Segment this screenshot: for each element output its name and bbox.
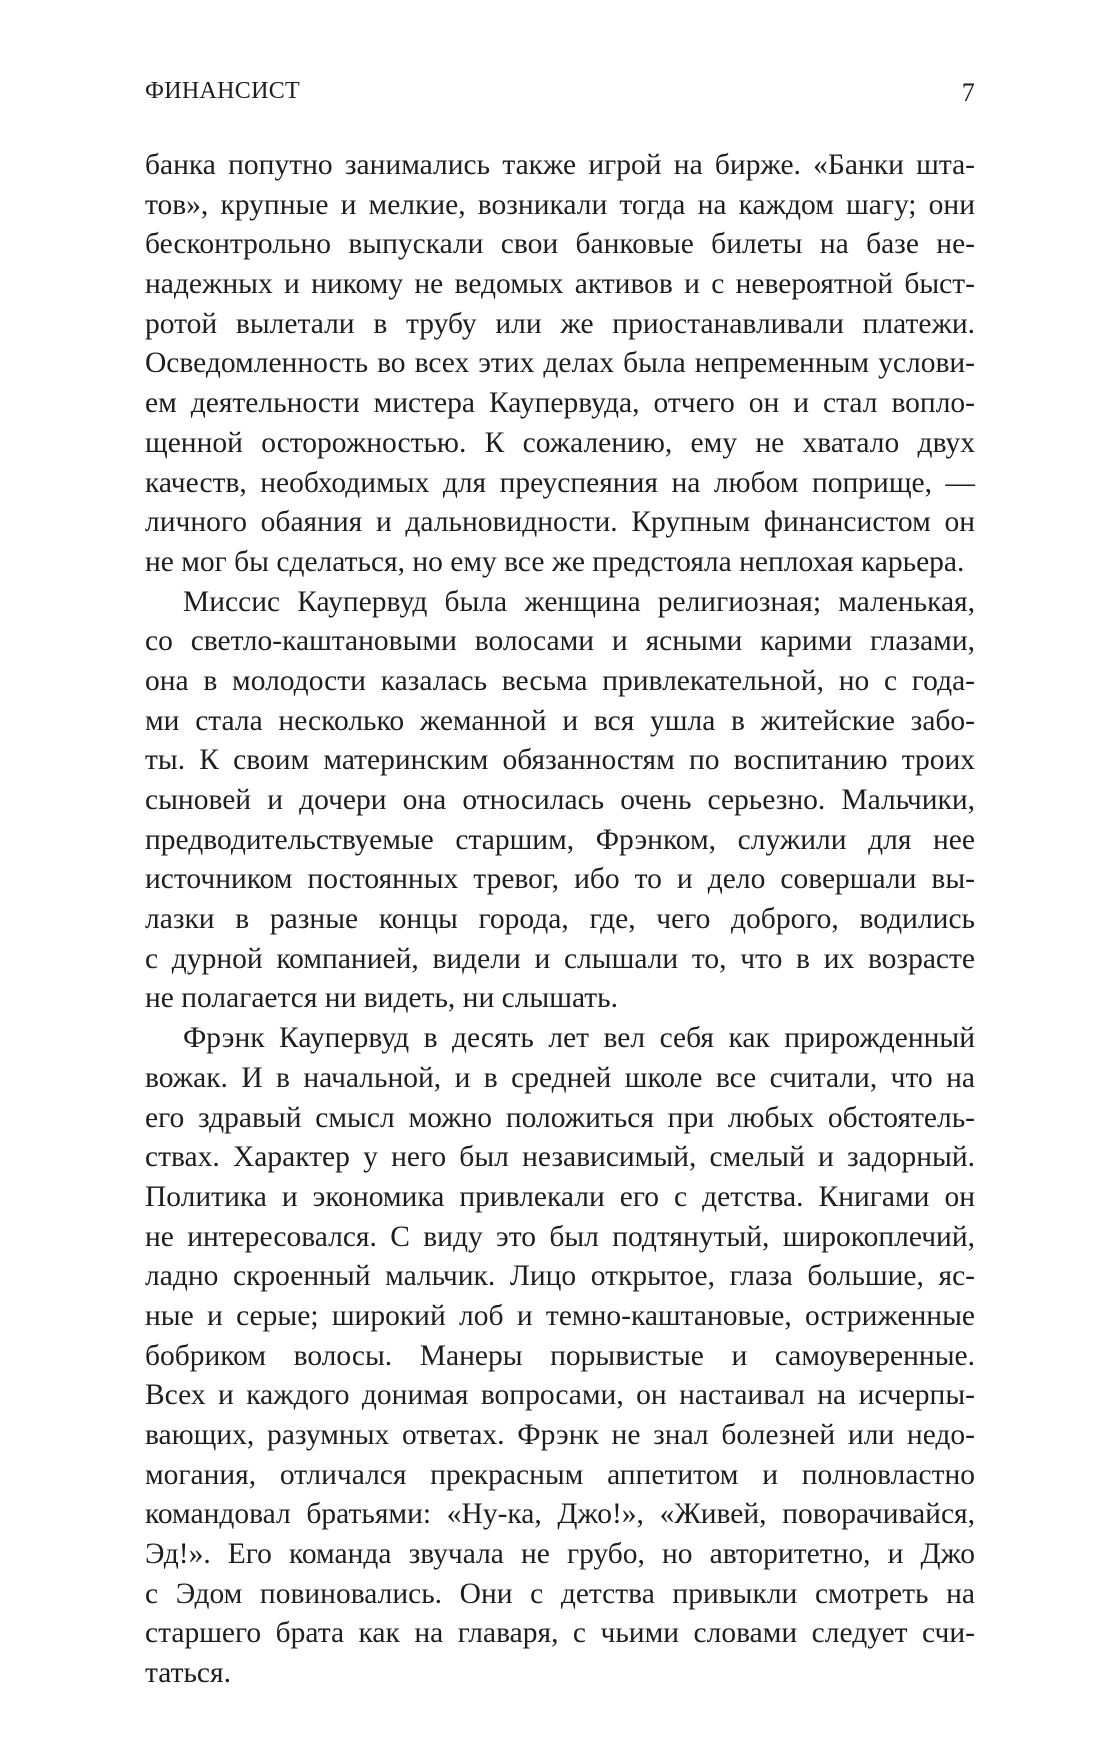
text-line: банка попутно занимались также игрой на бирже. «Банки шта- bbox=[145, 149, 975, 181]
text-line: ротой вылетали в трубу или же приостанавливали платежи. bbox=[145, 307, 975, 340]
text-line: Осведомленность во всех этих делах была непременным услови- bbox=[145, 347, 975, 380]
text-line: вожак. И в начальной, и в средней школе все считали, что на bbox=[145, 1061, 975, 1094]
text-line: бобриком волосы. Манеры порывистые и самоуверенные. bbox=[145, 1339, 975, 1372]
text-line: ем деятельности мистера Каупервуда, отчего он и стал вопло- bbox=[145, 387, 975, 420]
text-line: ствах. Характер у него был независимый, смелый и задорный. bbox=[145, 1141, 975, 1174]
paragraph bbox=[145, 146, 975, 583]
text-line: ты. К своим материнским обязанностям по воспитанию троих bbox=[145, 744, 975, 777]
text-line: с дурной компанией, видели и слышали то, что в их возрасте bbox=[145, 942, 975, 975]
text-line: личного обаяния и дальновидности. Крупным финансистом он bbox=[145, 506, 975, 539]
text-line: его здравый смысл можно положиться при любых обстоятель- bbox=[145, 1101, 975, 1134]
text-line: ми стала несколько жеманной и вся ушла в житейские забо- bbox=[145, 704, 975, 737]
text-line: могания, отличался прекрасным аппетитом и полновластно bbox=[145, 1458, 975, 1491]
text-line: не полагается ни видеть, ни слышать. bbox=[145, 982, 619, 1015]
page-header bbox=[145, 78, 975, 112]
text-line: предводительствуемые старшим, Фрэнком, служили для нее bbox=[145, 823, 975, 856]
text-line: Фрэнк Каупервуд в десять лет вел себя как прирожденный bbox=[183, 1022, 975, 1055]
text-line: качеств, необходимых для преуспеяния на любом поприще, — bbox=[145, 466, 975, 499]
text-line: не мог бы сделаться, но ему все же предстояла неплохая карьера. bbox=[145, 545, 965, 578]
text-line: Всех и каждого донимая вопросами, он настаивал на исчерпы- bbox=[145, 1379, 975, 1412]
text-line: ладно скроенный мальчик. Лицо открытое, глаза большие, яс- bbox=[145, 1260, 975, 1293]
text-line: с Эдом повиновались. Они с детства привыкли смотреть на bbox=[145, 1577, 975, 1610]
text-line: командовал братьями: «Ну-ка, Джо!», «Живей, поворачивайся, bbox=[145, 1498, 975, 1531]
text-line: Эд!». Его команда звучала не грубо, но авторитетно, и Джо bbox=[145, 1538, 975, 1571]
paragraph bbox=[145, 583, 975, 1020]
text-line: таться. bbox=[145, 1657, 231, 1690]
body-text bbox=[145, 146, 975, 1694]
text-line: надежных и никому не ведомых активов и с невероятной быст- bbox=[145, 268, 975, 301]
text-line: Миссис Каупервуд была женщина религиозная; маленькая, bbox=[183, 585, 975, 618]
text-line: со светло-каштановыми волосами и ясными карими глазами, bbox=[145, 625, 975, 658]
text-line: лазки в разные концы города, где, чего доброго, водились bbox=[145, 903, 975, 936]
paragraph bbox=[145, 1019, 975, 1694]
text-line: источником постоянных тревог, ибо то и дело совершали вы- bbox=[145, 863, 975, 896]
running-title: ФИНАНСИСТ bbox=[145, 78, 300, 104]
text-line: не интересовался. С виду это был подтянутый, широкоплечий, bbox=[145, 1220, 975, 1253]
text-line: ные и серые; широкий лоб и темно-каштановые, остриженные bbox=[145, 1299, 975, 1332]
text-line: тов», крупные и мелкие, возникали тогда на каждом шагу; они bbox=[145, 188, 975, 221]
text-line: вающих, разумных ответах. Фрэнк не знал болезней или недо- bbox=[145, 1419, 975, 1451]
text-line: сыновей и дочери она относилась очень серьезно. Мальчики, bbox=[145, 784, 975, 816]
text-line: щенной осторожностью. К сожалению, ему не хватало двух bbox=[145, 426, 975, 459]
text-line: старшего брата как на главаря, с чьими словами следует счи- bbox=[145, 1617, 975, 1650]
text-line: бесконтрольно выпускали свои банковые билеты на базе не- bbox=[145, 228, 975, 261]
text-line: она в молодости казалась весьма привлекательной, но с года- bbox=[145, 664, 975, 697]
text-line: Политика и экономика привлекали его с детства. Книгами он bbox=[145, 1180, 975, 1213]
page-number: 7 bbox=[961, 78, 975, 107]
